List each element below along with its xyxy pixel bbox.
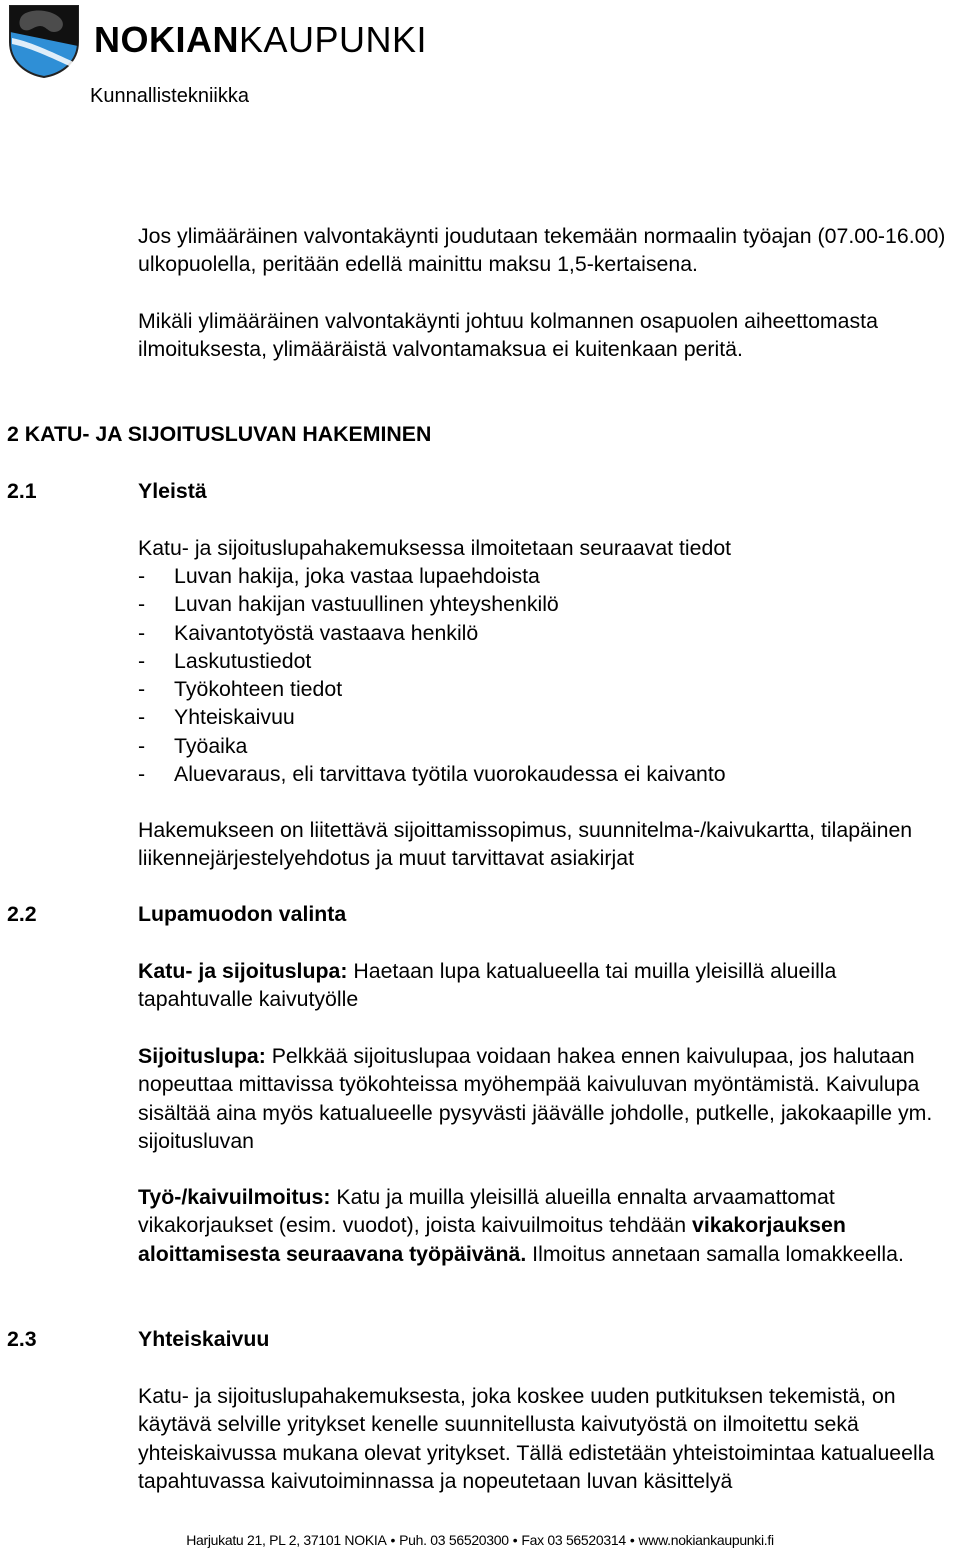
list-item-text: Luvan hakijan vastuullinen yhteyshenkilö <box>174 592 559 617</box>
list-item-text: Laskutustiedot <box>174 648 312 673</box>
list-dash: - <box>138 592 146 617</box>
list-item-text: Aluevaraus, eli tarvittava työtila vuorokaudessa ei kaivanto <box>174 762 726 787</box>
list-dash: - <box>138 762 146 787</box>
list-item <box>138 619 953 647</box>
list-dash: - <box>138 733 146 758</box>
permit-text: Ilmoitus annetaan samalla lomakkeella. <box>526 1241 904 1266</box>
section-2-1-title: Yleistä <box>138 479 207 503</box>
permit-label: Työ-/kaivuilmoitus: <box>138 1185 331 1209</box>
logo-wordmark <box>94 20 427 60</box>
list-item-text: Yhteiskaivuu <box>174 705 295 730</box>
list-item-text: Työkohteen tiedot <box>174 677 343 702</box>
section-2-3-number: 2.3 <box>7 1327 37 1351</box>
list-dash: - <box>138 677 146 702</box>
requirements-list <box>138 562 953 788</box>
footer-bullet: • <box>629 1532 635 1548</box>
section-2-3-title: Yhteiskaivuu <box>138 1327 270 1351</box>
list-item <box>138 732 953 760</box>
section-2-1-number: 2.1 <box>7 479 37 503</box>
header-logo <box>6 0 428 80</box>
footer-address: Harjukatu 21, PL 2, 37101 NOKIA <box>186 1532 387 1548</box>
department-name: Kunnallistekniikka <box>90 85 249 107</box>
permit-text: Pelkkää sijoituslupaa voidaan hakea ennen kaivulupaa, jos halutaan nopeuttaa mittavissa työkohteissa myöhempää kaivuluvan myöntämistä. Kaivulupa sisältää aina myös katualueelle pysyvästi jäävälle johdolle, putkelle, jakokaapille ym. sijoitusluvan <box>138 1044 933 1153</box>
permit-type-ilmoitus <box>138 1183 953 1268</box>
list-item <box>138 760 953 788</box>
permit-emphasis: vikakorjauksen aloittamisesta seuraavana työpäivänä. <box>138 1213 846 1266</box>
list-dash: - <box>138 705 146 730</box>
list-dash: - <box>138 564 146 588</box>
logo-bold: NOKIAN <box>94 19 239 60</box>
section-2-3-text: Katu- ja sijoituslupahakemuksesta, joka koskee uuden putkituksen tekemistä, on käytävä selville yritykset kenelle suunnitellusta kaivutyöstä on ilmoitettu sekä yhteiskaivussa mukana olevat yritykset. Tällä edistetään yhteistoimintaa katualueella tapahtuvassa kaivutoiminnassa ja nopeutetaan luvan käsittelyä <box>138 1384 935 1493</box>
list-item-text: Työaika <box>174 733 248 758</box>
coat-of-arms-icon <box>6 2 82 78</box>
list-item-text: Luvan hakija, joka vastaa lupaehdoista <box>174 564 540 588</box>
permit-label: Sijoituslupa: <box>138 1044 266 1068</box>
list-item <box>138 675 953 703</box>
list-dash: - <box>138 648 146 673</box>
section-2-1-lead: Katu- ja sijoituslupahakemuksessa ilmoitetaan seuraavat tiedot <box>138 536 732 560</box>
intro-paragraph-1: Jos ylimääräinen valvontakäynti joudutaan tekemään normaalin työajan (07.00-16.00) ulkopuolella, peritään edellä mainittu maksu 1,5-kertaisena. <box>138 224 946 277</box>
footer-bullet: • <box>390 1532 396 1548</box>
list-dash: - <box>138 620 146 645</box>
section-2-2-title: Lupamuodon valinta <box>138 902 347 926</box>
intro-paragraph-2: Mikäli ylimääräinen valvontakäynti johtuu kolmannen osapuolen aiheettomasta ilmoituksesta, ylimääräistä valvontamaksua ei kuitenkaan peritä. <box>138 309 878 362</box>
page-footer <box>0 1530 960 1550</box>
list-item-text: Kaivantotyöstä vastaava henkilö <box>174 620 479 645</box>
section-2-1-attachments: Hakemukseen on liitettävä sijoittamissopimus, suunnitelma-/kaivukartta, tilapäinen liikennejärjestelyehdotus ja muut tarvittavat asiakirjat <box>138 818 913 871</box>
list-item <box>138 703 953 731</box>
section-2-2-number: 2.2 <box>7 902 37 926</box>
footer-bullet: • <box>512 1532 518 1548</box>
section-2-heading: 2 KATU- JA SIJOITUSLUVAN HAKEMINEN <box>7 422 432 446</box>
permit-label: Katu- ja sijoituslupa: <box>138 959 348 983</box>
permit-text: Haetaan lupa katualueella tai muilla yleisillä alueilla tapahtuvalle kaivutyölle <box>138 959 837 1012</box>
list-item <box>138 590 953 618</box>
footer-fax: Fax 03 56520314 <box>521 1532 626 1548</box>
permit-text: Katu ja muilla yleisillä alueilla ennalta arvaamattomat vikakorjaukset (esim. vuodot), joista kaivuilmoitus tehdään <box>138 1185 835 1238</box>
footer-website-link[interactable]: www.nokiankaupunki.fi <box>638 1532 774 1548</box>
list-item <box>138 562 953 590</box>
list-item <box>138 647 953 675</box>
permit-type-katu <box>138 957 953 1014</box>
footer-phone: Puh. 03 56520300 <box>399 1532 509 1548</box>
logo-light: KAUPUNKI <box>239 19 428 60</box>
permit-type-sijoitus <box>138 1042 953 1155</box>
